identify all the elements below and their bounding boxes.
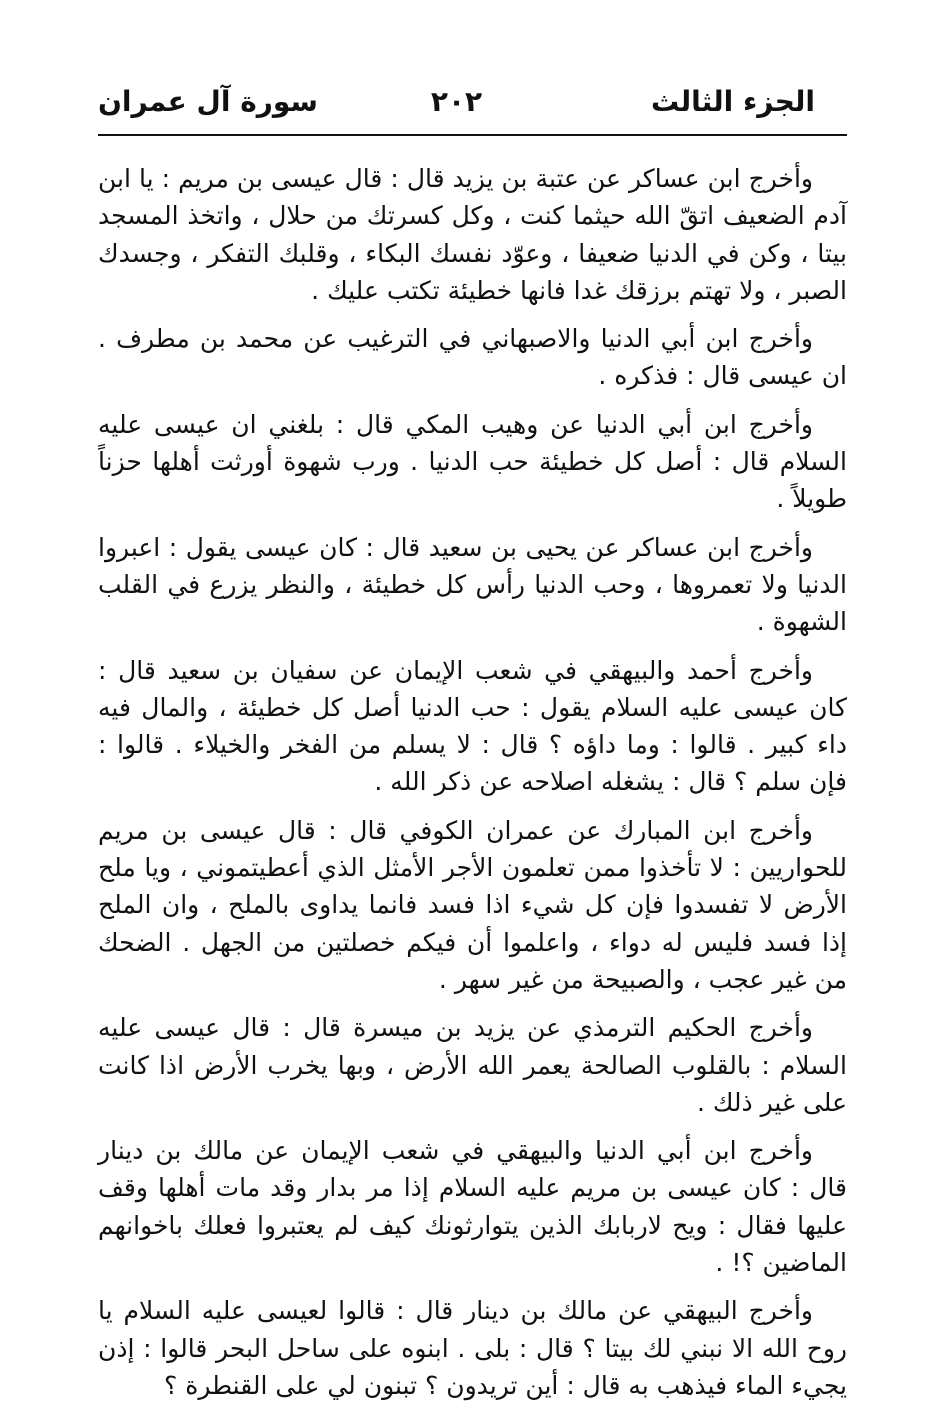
paragraph: وأخرج ابن أبي الدنيا عن وهيب المكي قال : بلغني ان عيسى عليه السلام قال : أصل كل خطيئة حب الدنيا . ورب شهوة أورثت أهلها حزناً طويلاً . bbox=[98, 409, 847, 514]
paragraph: وأخرج ابن أبي الدنيا والاصبهاني في الترغيب عن محمد بن مطرف . ان عيسى قال : فذكره . bbox=[98, 324, 847, 391]
paragraph: وأخرج ابن أبي الدنيا والبيهقي في شعب الإيمان عن مالك بن دينار قال : كان عيسى بن مريم عليه السلام إذا مر بدار وقد مات أهلها وقف عليها فقال : ويح لاربابك الذين يتوارثونك كيف لم يعتبروا فعلك باخوانهم الماضين ؟! . bbox=[98, 1136, 847, 1278]
paragraph: وأخرج ابن عساكر عن عتبة بن يزيد قال : قال عيسى بن مريم : يا ابن آدم الضعيف اتقّ الله حيثما كنت ، وكل كسرتك من حلال ، واتخذ المسجد بيتا ، وكن في الدنيا ضعيفا ، وعوّد نفسك البكاء ، وقلبك التفكر ، وجسدك الصبر ، ولا تهتم برزقك غدا فانها خطيئة تكتب عليك . bbox=[98, 164, 847, 305]
paragraph: وأخرج البيهقي عن مالك بن دينار قال : قالوا لعيسى عليه السلام يا روح الله الا نبني لك بيتا ؟ قال : بلى . ابنوه على ساحل البحر قالوا : إذن يجيء الماء فيذهب به قال : أين تريدون ؟ تبنون لي على القنطرة ؟ bbox=[98, 1296, 847, 1400]
page-number: ٢٠٢ bbox=[430, 85, 483, 118]
page-header bbox=[98, 78, 815, 126]
paragraph: وأخرج ابن المبارك عن عمران الكوفي قال : قال عيسى بن مريم للحواريين : لا تأخذوا ممن تعلمون الأجر الأمثل الذي أعطيتموني ، ويا ملح الأرض لا تفسدوا فإن كل شيء اذا فسد فانما يداوى بالملح ، وان الملح إذا فسد فليس له دواء ، واعلموا أن فيكم خصلتين من الجهل . الضحك من غير عجب ، والصبيحة من غير سهر . bbox=[98, 815, 847, 994]
paragraph: وأخرج ابن عساكر عن يحيى بن سعيد قال : كان عيسى يقول : اعبروا الدنيا ولا تعمروها ، وحب الدنيا رأس كل خطيئة ، والنظر يزرع في القلب الشهوة . bbox=[98, 532, 847, 637]
header-divider bbox=[98, 134, 847, 136]
paragraph: وأخرج الحكيم الترمذي عن يزيد بن ميسرة قال : قال عيسى عليه السلام : بالقلوب الصالحة يعمر الله الأرض ، وبها يخرب الأرض اذا كانت على غير ذلك . bbox=[98, 1013, 847, 1117]
part-title: الجزء الثالث bbox=[651, 85, 815, 118]
surah-title: سورة آل عمران bbox=[98, 85, 318, 118]
page-body bbox=[98, 160, 847, 1415]
paragraph: وأخرج أحمد والبيهقي في شعب الإيمان عن سفيان بن سعيد قال : كان عيسى عليه السلام يقول : حب الدنيا أصل كل خطيئة ، والمال فيه داء كبير . قالوا : وما داؤه ؟ قال : لا يسلم من الفخر والخيلاء . قالوا : فإن سلم ؟ قال : يشغله اصلاحه عن ذكر الله . bbox=[98, 655, 847, 797]
